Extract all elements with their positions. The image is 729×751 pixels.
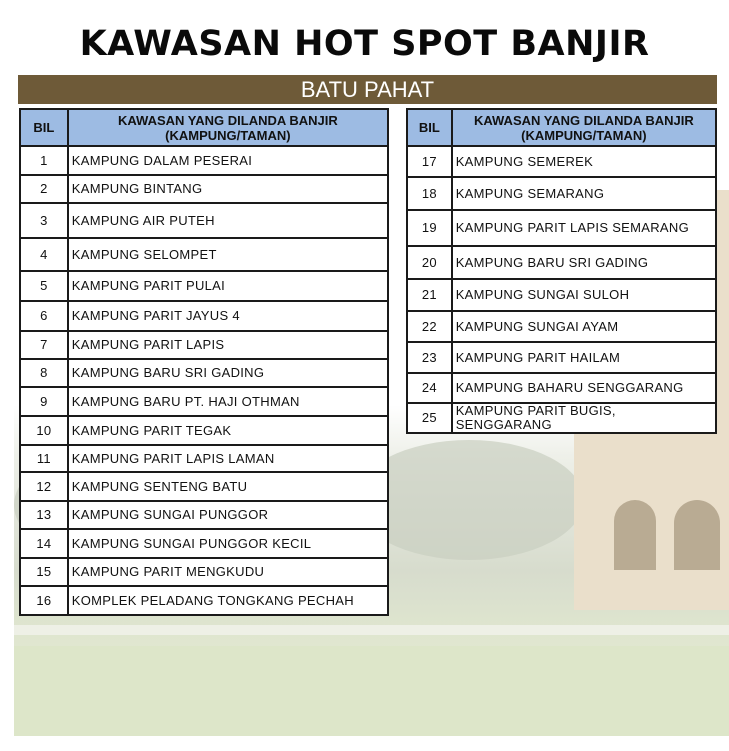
area-name: KAMPUNG PARIT PULAI	[68, 271, 388, 301]
area-name: KAMPUNG PARIT TEGAK	[68, 416, 388, 445]
table-row	[20, 238, 388, 271]
row-number: 22	[407, 311, 452, 342]
row-number: 14	[20, 529, 68, 558]
hotspot-table-left	[19, 108, 389, 616]
row-number: 9	[20, 387, 68, 416]
area-name: KAMPUNG SEMEREK	[452, 146, 716, 177]
row-number: 1	[20, 146, 68, 175]
area-name: KAMPUNG PARIT MENGKUDU	[68, 558, 388, 586]
table-row	[407, 403, 716, 433]
table-header-row	[407, 109, 716, 146]
area-header: KAWASAN YANG DILANDA BANJIR (KAMPUNG/TAMAN)	[452, 109, 716, 146]
area-name: KAMPUNG SUNGAI PUNGGOR	[68, 501, 388, 529]
table-row	[407, 246, 716, 279]
row-number: 12	[20, 472, 68, 501]
area-name: KAMPUNG PARIT LAPIS	[68, 331, 388, 359]
table-row	[20, 146, 388, 175]
area-name: KAMPUNG BAHARU SENGGARANG	[452, 373, 716, 403]
table-row	[20, 203, 388, 238]
table-row	[407, 279, 716, 311]
table-row	[20, 501, 388, 529]
table-row	[407, 373, 716, 403]
row-number: 5	[20, 271, 68, 301]
area-name: KAMPUNG DALAM PESERAI	[68, 146, 388, 175]
row-number: 20	[407, 246, 452, 279]
background-arch	[674, 500, 720, 570]
area-name: KAMPUNG SEMARANG	[452, 177, 716, 210]
background-path	[14, 625, 729, 635]
area-name: KAMPUNG BARU SRI GADING	[68, 359, 388, 387]
table-row	[20, 416, 388, 445]
row-number: 23	[407, 342, 452, 373]
area-name: KAMPUNG PARIT LAPIS LAMAN	[68, 445, 388, 472]
area-name: KAMPUNG PARIT JAYUS 4	[68, 301, 388, 331]
area-header: KAWASAN YANG DILANDA BANJIR (KAMPUNG/TAMAN)	[68, 109, 388, 146]
row-number: 21	[407, 279, 452, 311]
area-name: KAMPUNG PARIT BUGIS, SENGGARANG	[452, 403, 716, 433]
bil-header: BIL	[407, 109, 452, 146]
row-number: 13	[20, 501, 68, 529]
table-row	[20, 445, 388, 472]
table-header-row	[20, 109, 388, 146]
table-row	[407, 342, 716, 373]
row-number: 17	[407, 146, 452, 177]
bil-header: BIL	[20, 109, 68, 146]
row-number: 8	[20, 359, 68, 387]
row-number: 16	[20, 586, 68, 615]
row-number: 10	[20, 416, 68, 445]
table-row	[407, 146, 716, 177]
table-row	[407, 210, 716, 246]
table-row	[20, 472, 388, 501]
table-row	[20, 558, 388, 586]
table-row	[20, 301, 388, 331]
area-name: KAMPUNG PARIT HAILAM	[452, 342, 716, 373]
background-arch	[614, 500, 656, 570]
district-banner: BATU PAHAT	[18, 75, 717, 104]
area-name: KAMPUNG SUNGAI AYAM	[452, 311, 716, 342]
hotspot-table-right	[406, 108, 717, 434]
table-row	[20, 586, 388, 615]
row-number: 15	[20, 558, 68, 586]
area-name: KAMPUNG SENTENG BATU	[68, 472, 388, 501]
area-name: KAMPUNG BARU PT. HAJI OTHMAN	[68, 387, 388, 416]
table-row	[20, 271, 388, 301]
page-title: KAWASAN HOT SPOT BANJIR	[79, 24, 650, 64]
table-row	[20, 529, 388, 558]
table-row	[20, 331, 388, 359]
row-number: 19	[407, 210, 452, 246]
table-row	[20, 359, 388, 387]
area-name: KAMPUNG BINTANG	[68, 175, 388, 203]
row-number: 6	[20, 301, 68, 331]
area-name: KAMPUNG SUNGAI PUNGGOR KECIL	[68, 529, 388, 558]
area-name: KOMPLEK PELADANG TONGKANG PECHAH	[68, 586, 388, 615]
background-lawn	[14, 646, 729, 736]
area-name: KAMPUNG SELOMPET	[68, 238, 388, 271]
row-number: 25	[407, 403, 452, 433]
row-number: 4	[20, 238, 68, 271]
row-number: 7	[20, 331, 68, 359]
row-number: 2	[20, 175, 68, 203]
row-number: 3	[20, 203, 68, 238]
table-row	[407, 177, 716, 210]
table-row	[20, 387, 388, 416]
area-name: KAMPUNG AIR PUTEH	[68, 203, 388, 238]
area-name: KAMPUNG PARIT LAPIS SEMARANG	[452, 210, 716, 246]
table-row	[20, 175, 388, 203]
area-name: KAMPUNG SUNGAI SULOH	[452, 279, 716, 311]
row-number: 24	[407, 373, 452, 403]
row-number: 11	[20, 445, 68, 472]
area-name: KAMPUNG BARU SRI GADING	[452, 246, 716, 279]
table-row	[407, 311, 716, 342]
row-number: 18	[407, 177, 452, 210]
